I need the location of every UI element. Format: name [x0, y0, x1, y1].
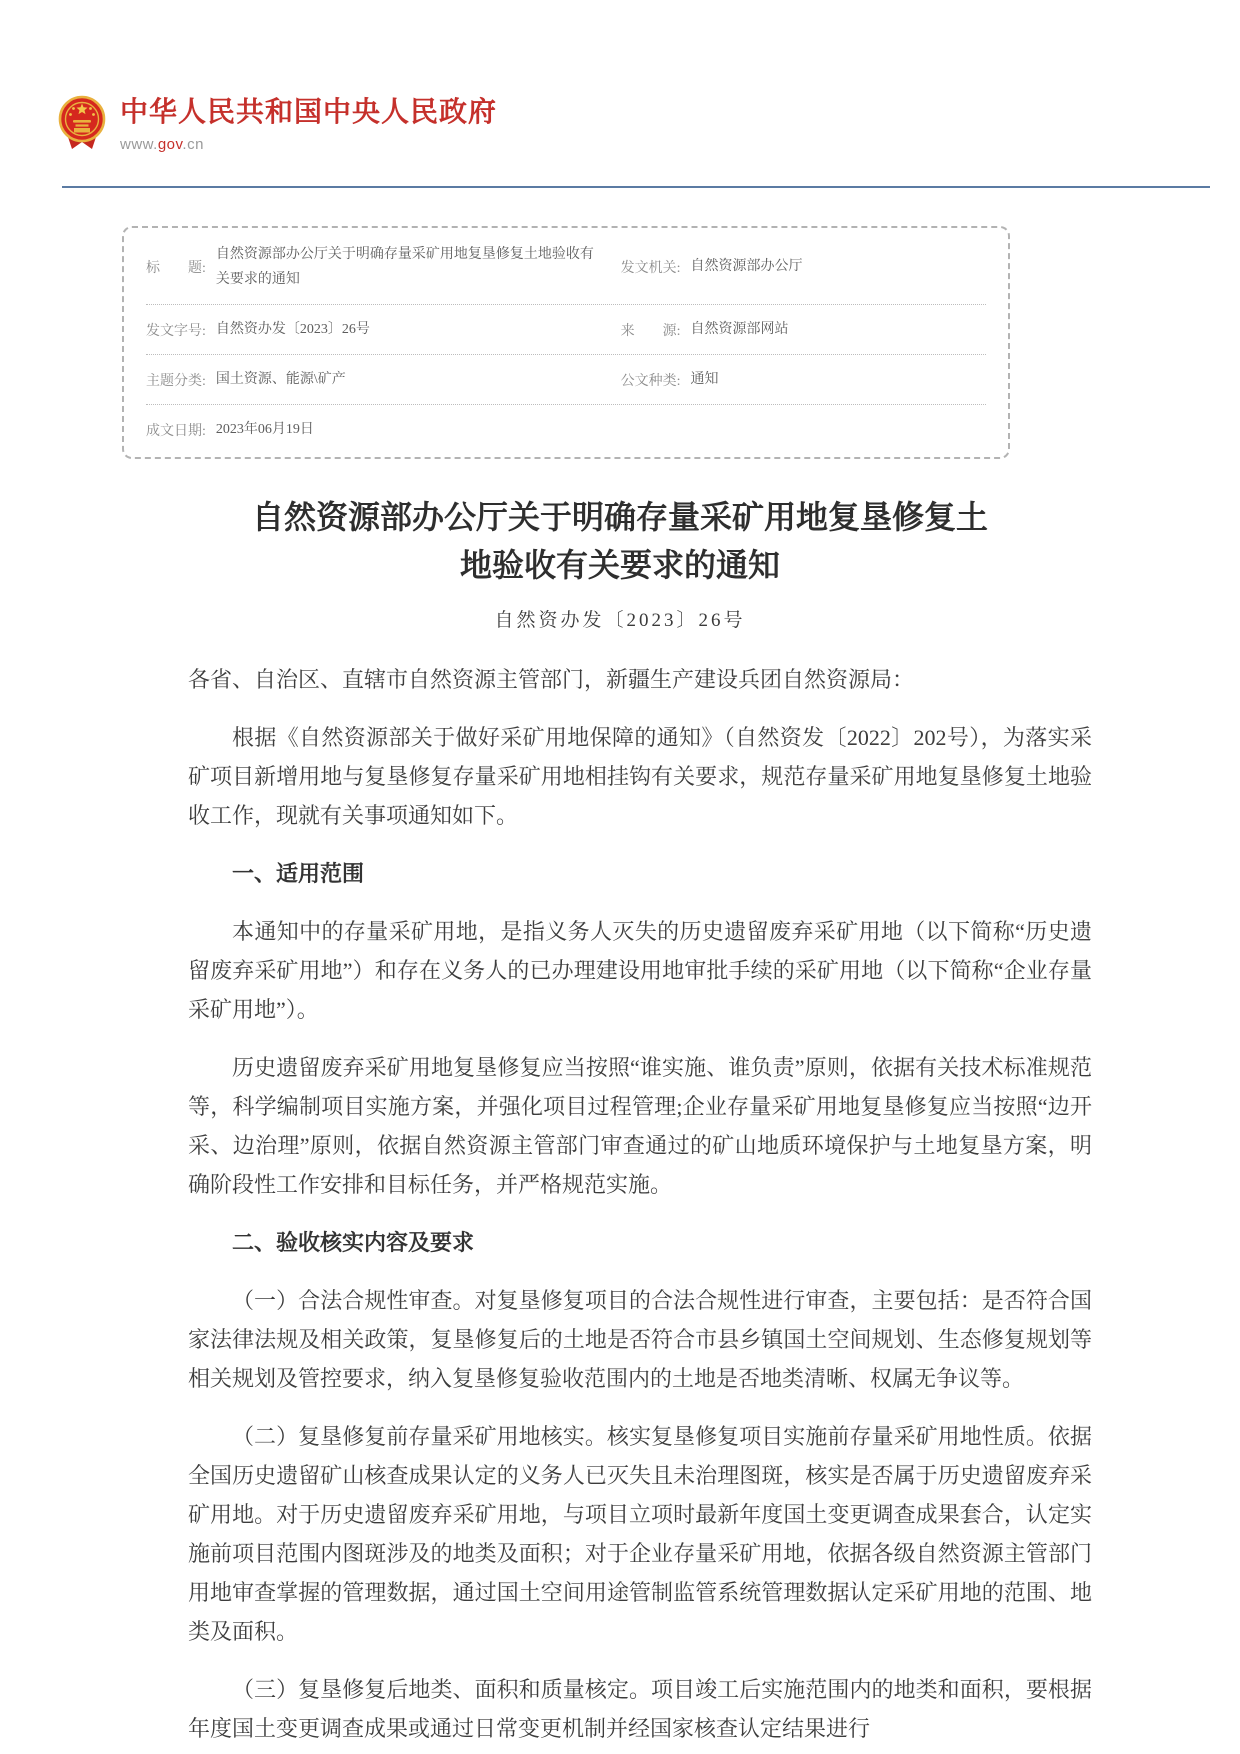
document-title: 自然资源部办公厅关于明确存量采矿用地复垦修复土地验收有关要求的通知	[251, 498, 988, 583]
meta-label-docno: 发文字号:	[146, 323, 206, 339]
site-logo-text	[120, 95, 497, 153]
document-meta-table	[122, 226, 1010, 459]
meta-cell-title	[146, 242, 621, 292]
meta-row-topic	[146, 355, 986, 405]
document-number: 自然资办发〔2023〕26号	[494, 609, 746, 631]
meta-row-docno	[146, 305, 986, 355]
meta-label-title: 标 题:	[146, 260, 206, 276]
paragraph: 本通知中的存量采矿用地，是指义务人灭失的历史遗留废弃采矿用地（以下简称“历史遗留废弃采矿用地”）和存在义务人的已办理建设用地审批手续的采矿用地（以下简称“企业存量采矿用地”）。	[188, 918, 1092, 1022]
site-logo[interactable]	[0, 0, 1240, 153]
meta-row-date	[146, 405, 986, 454]
national-emblem-icon	[58, 95, 106, 151]
meta-label-issuer: 发文机关:	[620, 260, 681, 276]
meta-row-title	[146, 230, 986, 305]
section-heading-2: 二、验收核实内容及要求	[232, 1229, 475, 1255]
document-body	[188, 660, 1092, 1748]
meta-label-type: 公文种类:	[620, 373, 681, 389]
site-url[interactable]	[120, 136, 497, 153]
url-gov: gov	[157, 135, 183, 153]
meta-value-type: 通知	[690, 372, 719, 388]
meta-cell-type	[621, 367, 986, 392]
site-header	[0, 0, 1240, 188]
meta-label-date: 成文日期:	[146, 423, 206, 439]
paragraph: （三）复垦修复后地类、面积和质量核定。项目竣工后实施范围内的地类和面积，要根据年度国土变更调查成果或通过日常变更机制并经国家核查认定结果进行	[188, 1676, 1092, 1741]
url-www: www.	[120, 135, 158, 153]
meta-cell-topic	[146, 367, 621, 392]
site-title[interactable]: 中华人民共和国中央人民政府	[120, 96, 498, 127]
meta-cell-date	[146, 417, 621, 442]
meta-value-topic: 国土资源、能源\矿产	[215, 372, 346, 388]
document-article	[0, 493, 1240, 1748]
paragraph: （二）复垦修复前存量采矿用地核实。核实复垦修复项目实施前存量采矿用地性质。依据全国历史遗留矿山核查成果认定的义务人已灭失且未治理图斑，核实是否属于历史遗留废弃采矿用地。对于历史遗留废弃采矿用地，与项目立项时最新年度国土变更调查成果套合，认定实施前项目范围内图斑涉及的地类及面积；对于企业存量采矿用地，依据各级自然资源主管部门用地审查掌握的管理数据，通过国土空间用途管制监管系统管理数据认定采矿用地的范围、地类及面积。	[188, 1423, 1092, 1644]
header-divider	[62, 186, 1210, 188]
meta-value-docno: 自然资办发〔2023〕26号	[215, 321, 370, 337]
paragraph: （一）合法合规性审查。对复垦修复项目的合法合规性进行审查，主要包括：是否符合国家法律法规及相关政策，复垦修复后的土地是否符合市县乡镇国土空间规划、生态修复规划等相关规划及管控要求，纳入复垦修复验收范围内的土地是否地类清晰、权属无争议等。	[188, 1287, 1092, 1391]
paragraph: 历史遗留废弃采矿用地复垦修复应当按照“谁实施、谁负责”原则，依据有关技术标准规范等，科学编制项目实施方案，并强化项目过程管理;企业存量采矿用地复垦修复应当按照“边开采、边治理”原则，依据自然资源主管部门审查通过的矿山地质环境保护与土地复垦方案，明确阶段性工作安排和目标任务，并严格规范实施。	[188, 1054, 1092, 1197]
salutation: 各省、自治区、直辖市自然资源主管部门，新疆生产建设兵团自然资源局：	[188, 666, 915, 692]
url-cn: .cn	[182, 135, 204, 153]
meta-value-date: 2023年06月19日	[215, 422, 314, 438]
meta-label-source: 来 源:	[620, 323, 681, 339]
meta-cell-docno	[146, 317, 621, 342]
meta-value-source: 自然资源部网站	[690, 321, 789, 337]
intro-paragraph: 根据《自然资源部关于做好采矿用地保障的通知》（自然资发〔2022〕202号），为落实采矿项目新增用地与复垦修复存量采矿用地相挂钩有关要求，规范存量采矿用地复垦修复土地验收工作，现就有关事项通知如下。	[188, 724, 1092, 828]
section-heading-1: 一、适用范围	[232, 860, 365, 886]
meta-cell-source	[621, 317, 986, 342]
meta-value-issuer: 自然资源部办公厅	[690, 259, 803, 275]
meta-cell-issuer	[621, 254, 986, 279]
meta-label-topic: 主题分类:	[146, 373, 206, 389]
meta-value-title: 自然资源部办公厅关于明确存量采矿用地复垦修复土地验收有关要求的通知	[215, 246, 594, 287]
